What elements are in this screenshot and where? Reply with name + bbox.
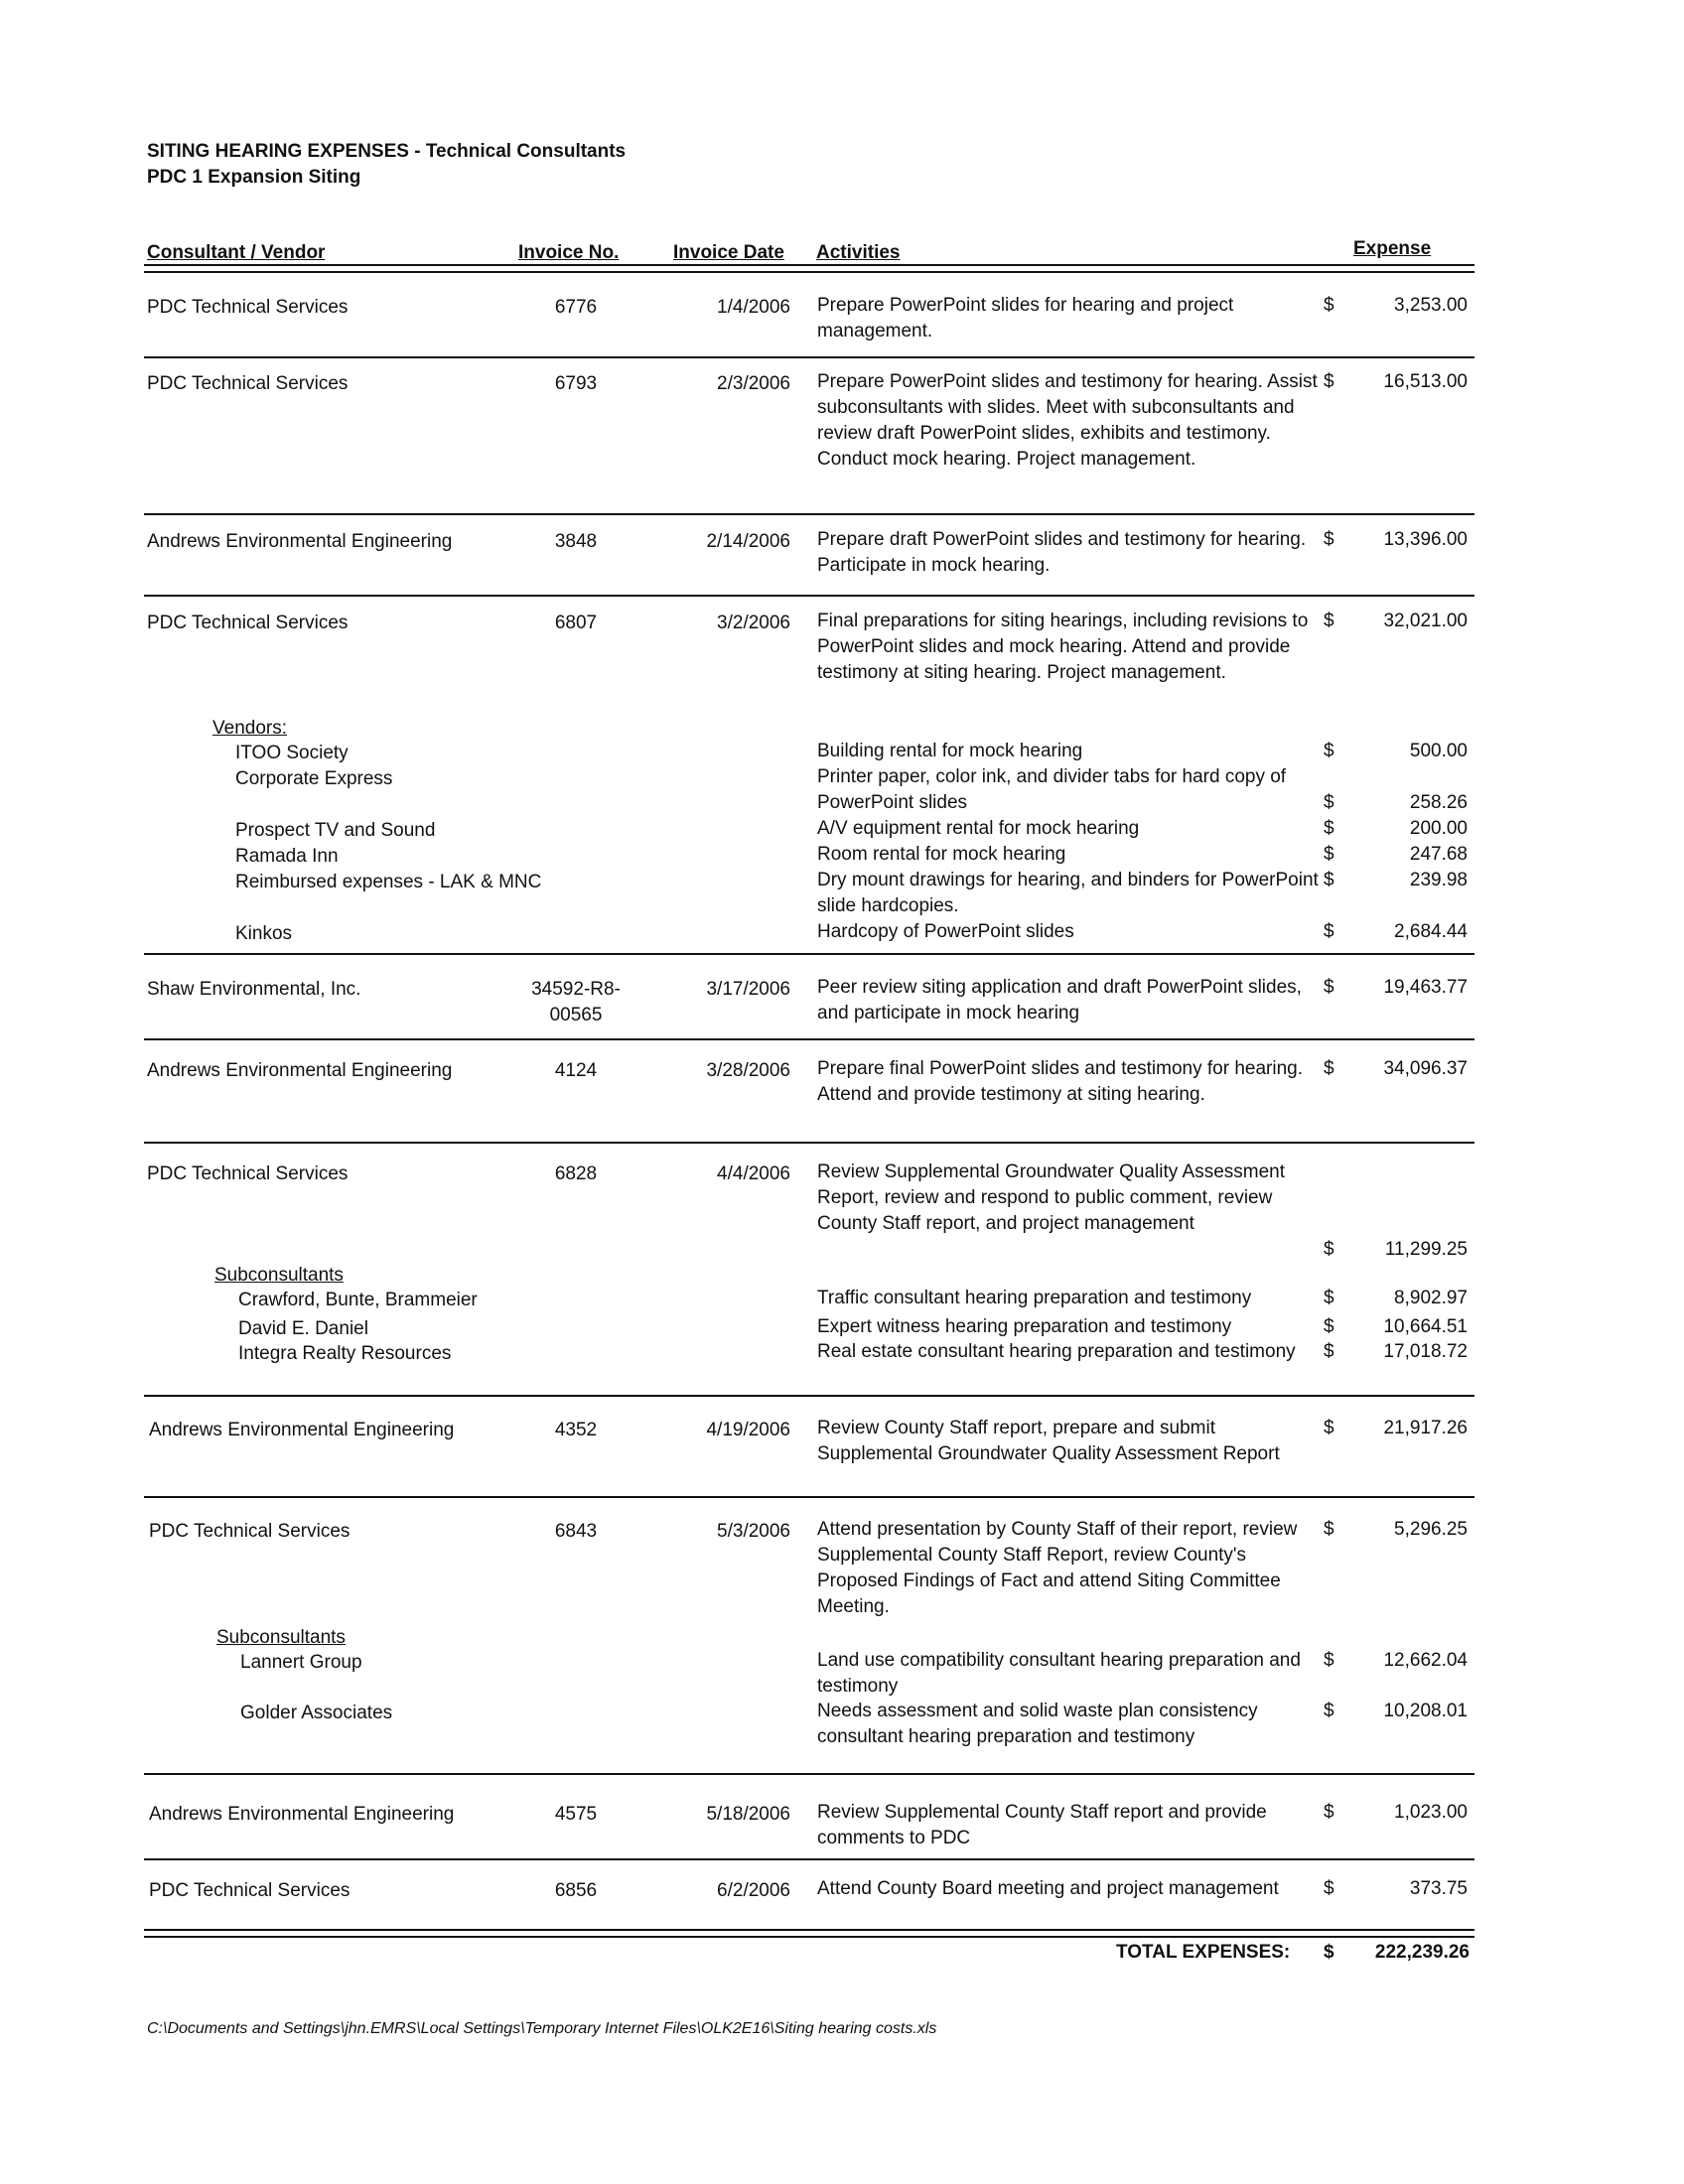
row-date: 5/18/2006 [706,1804,790,1825]
row-vendor: Shaw Environmental, Inc. [147,979,361,1000]
subconsultant-activity: Needs assessment and solid waste plan consistency consultant hearing preparation and testimony [817,1701,1258,1747]
vendor-expense: 258.26 [1409,792,1468,813]
vendor-expense: 247.68 [1409,844,1468,865]
subconsultant-name: Lannert Group [240,1652,362,1673]
vendor-name: Corporate Express [235,768,393,789]
vendors-heading: Vendors: [212,718,287,739]
row-activities: Peer review siting application and draft PowerPoint slides, and participate in mock hearing [817,977,1302,1024]
row-separator [144,356,1474,358]
row-invoice: 6843 [554,1521,598,1542]
row-vendor: Andrews Environmental Engineering [147,1060,453,1081]
subconsultant-name: Crawford, Bunte, Brammeier [238,1290,478,1310]
row-vendor: PDC Technical Services [149,1521,351,1542]
row-expense: 34,096.37 [1383,1058,1468,1079]
dollar-sign: $ [1324,1341,1334,1362]
row-date: 3/2/2006 [717,613,790,633]
dollar-sign: $ [1324,818,1334,839]
subconsultant-expense: 17,018.72 [1383,1341,1468,1362]
row-vendor: Andrews Environmental Engineering [147,531,453,552]
page-subtitle: PDC 1 Expansion Siting [147,167,361,188]
row-vendor: PDC Technical Services [147,1163,349,1184]
row-date: 4/19/2006 [706,1420,790,1440]
vendor-expense: 239.98 [1409,870,1468,890]
row-separator [144,953,1474,955]
page-title: SITING HEARING EXPENSES - Technical Consultants [147,141,627,162]
row-vendor: PDC Technical Services [147,297,349,318]
row-invoice: 6793 [554,373,598,394]
row-invoice: 3848 [554,531,598,552]
row-separator [144,595,1474,597]
row-activities: Prepare final PowerPoint slides and testimony for hearing. Attend and provide testimony at siting hearing. [817,1058,1303,1105]
vendor-activity: Printer paper, color ink, and divider tabs for hard copy of PowerPoint slides [817,766,1287,813]
row-expense: 1,023.00 [1394,1802,1468,1823]
row-date: 4/4/2006 [717,1163,790,1184]
row-invoice: 6828 [554,1163,598,1184]
vendor-name: Ramada Inn [235,846,339,867]
row-date: 3/28/2006 [706,1060,790,1081]
row-separator [144,1395,1474,1397]
subconsultant-expense: 10,208.01 [1383,1701,1468,1721]
subconsultant-activity: Traffic consultant hearing preparation and testimony [817,1288,1252,1308]
vendor-activity: A/V equipment rental for mock hearing [817,818,1140,839]
subconsultant-expense: 10,664.51 [1383,1316,1468,1337]
dollar-sign: $ [1324,1418,1334,1438]
dollar-sign: $ [1324,1701,1334,1721]
vendor-name: Prospect TV and Sound [235,820,436,841]
row-activities: Review County Staff report, prepare and submit Supplemental Groundwater Quality Assessment Report [817,1418,1280,1464]
dollar-sign: $ [1324,611,1334,631]
dollar-sign: $ [1324,1058,1334,1079]
row-separator [144,1496,1474,1498]
file-path-footer: C:\Documents and Settings\jhn.EMRS\Local Settings\Temporary Internet Files\OLK2E16\Siting hearing costs.xls [147,2020,937,2037]
dollar-sign: $ [1324,977,1334,998]
row-expense: 32,021.00 [1383,611,1468,631]
row-date: 5/3/2006 [717,1521,790,1542]
vendor-name: Reimbursed expenses - LAK & MNC [235,872,542,892]
total-label: TOTAL EXPENSES: [1116,1942,1291,1963]
row-separator [144,1773,1474,1775]
subconsultants-heading: Subconsultants [216,1627,346,1648]
row-separator [144,1142,1474,1144]
dollar-sign: $ [1324,1878,1334,1899]
vendor-activity: Building rental for mock hearing [817,741,1083,761]
header-vendor: Consultant / Vendor [147,242,326,263]
dollar-sign: $ [1324,1942,1334,1963]
row-activities: Prepare draft PowerPoint slides and testimony for hearing. Participate in mock hearing. [817,529,1307,576]
total-value: 222,239.26 [1374,1942,1470,1963]
row-vendor: Andrews Environmental Engineering [149,1804,455,1825]
row-expense: 5,296.25 [1394,1519,1468,1540]
row-invoice: 4124 [554,1060,598,1081]
subconsultant-expense: 8,902.97 [1394,1288,1468,1308]
row-expense: 373.75 [1409,1878,1468,1899]
row-expense: 21,917.26 [1383,1418,1468,1438]
row-expense: 11,299.25 [1384,1239,1468,1260]
row-separator [144,1038,1474,1040]
header-date: Invoice Date [673,242,784,263]
row-invoice: 6856 [554,1880,598,1901]
subconsultant-activity: Real estate consultant hearing preparation and testimony [817,1341,1296,1362]
vendor-expense: 200.00 [1409,818,1468,839]
row-vendor: PDC Technical Services [147,373,349,394]
dollar-sign: $ [1324,371,1334,392]
dollar-sign: $ [1324,1239,1334,1260]
row-date: 6/2/2006 [717,1880,790,1901]
dollar-sign: $ [1324,741,1334,761]
row-activities: Prepare PowerPoint slides for hearing and project management. [817,295,1234,341]
dollar-sign: $ [1324,792,1334,813]
row-vendor: PDC Technical Services [149,1880,351,1901]
vendor-expense: 500.00 [1409,741,1468,761]
row-date: 3/17/2006 [706,979,790,1000]
dollar-sign: $ [1324,921,1334,942]
vendor-expense: 2,684.44 [1394,921,1468,942]
row-activities: Final preparations for siting hearings, including revisions to PowerPoint slides and mock hearing. Attend and provide testimony at siting hearing. Project management. [817,611,1309,683]
subconsultant-name: David E. Daniel [238,1318,368,1339]
dollar-sign: $ [1324,1519,1334,1540]
row-activities: Attend County Board meeting and project management [817,1878,1279,1899]
row-expense: 16,513.00 [1383,371,1468,392]
subconsultant-name: Integra Realty Resources [238,1343,452,1364]
row-vendor: Andrews Environmental Engineering [149,1420,455,1440]
dollar-sign: $ [1324,1802,1334,1823]
subconsultant-activity: Expert witness hearing preparation and testimony [817,1316,1232,1337]
row-activities: Review Supplemental County Staff report and provide comments to PDC [817,1802,1267,1848]
row-date: 2/14/2006 [706,531,790,552]
vendor-activity: Dry mount drawings for hearing, and binders for PowerPoint slide hardcopies. [817,870,1319,916]
dollar-sign: $ [1324,870,1334,890]
row-separator [144,513,1474,515]
header-activities: Activities [816,242,901,263]
subconsultant-expense: 12,662.04 [1383,1650,1468,1671]
vendor-name: Kinkos [235,923,293,944]
total-rule [144,1929,1474,1938]
row-invoice: 34592-R8-00565 [531,979,621,1025]
row-expense: 13,396.00 [1383,529,1468,550]
dollar-sign: $ [1324,1288,1334,1308]
dollar-sign: $ [1324,844,1334,865]
row-separator [144,1858,1474,1860]
row-invoice: 4352 [554,1420,598,1440]
subconsultant-activity: Land use compatibility consultant hearing preparation and testimony [817,1650,1301,1697]
vendor-name: ITOO Society [235,743,349,763]
header-invoice: Invoice No. [518,242,620,263]
row-expense: 19,463.77 [1383,977,1468,998]
subconsultant-name: Golder Associates [240,1703,393,1723]
header-rule [144,264,1474,273]
row-expense: 3,253.00 [1394,295,1468,316]
header-expense: Expense [1353,238,1432,259]
row-vendor: PDC Technical Services [147,613,349,633]
row-invoice: 6807 [554,613,598,633]
dollar-sign: $ [1324,529,1334,550]
row-invoice: 6776 [554,297,598,318]
dollar-sign: $ [1324,1650,1334,1671]
vendor-activity: Hardcopy of PowerPoint slides [817,921,1074,942]
row-activities: Prepare PowerPoint slides and testimony for hearing. Assist subconsultants with slides. Meet with subconsultants and review draft PowerPoint slides, exhibits and testimony. Conduct mock hearing. Project management. [817,371,1318,470]
row-date: 1/4/2006 [717,297,790,318]
row-date: 2/3/2006 [717,373,790,394]
vendor-activity: Room rental for mock hearing [817,844,1066,865]
row-activities: Review Supplemental Groundwater Quality Assessment Report, review and respond to public comment, review County Staff report, and project management [817,1161,1286,1234]
subconsultants-heading: Subconsultants [214,1265,344,1286]
dollar-sign: $ [1324,295,1334,316]
row-invoice: 4575 [554,1804,598,1825]
row-activities: Attend presentation by County Staff of their report, review Supplemental County Staff Report, review County's Proposed Findings of Fact and attend Siting Committee Meeting. [817,1519,1298,1617]
dollar-sign: $ [1324,1316,1334,1337]
